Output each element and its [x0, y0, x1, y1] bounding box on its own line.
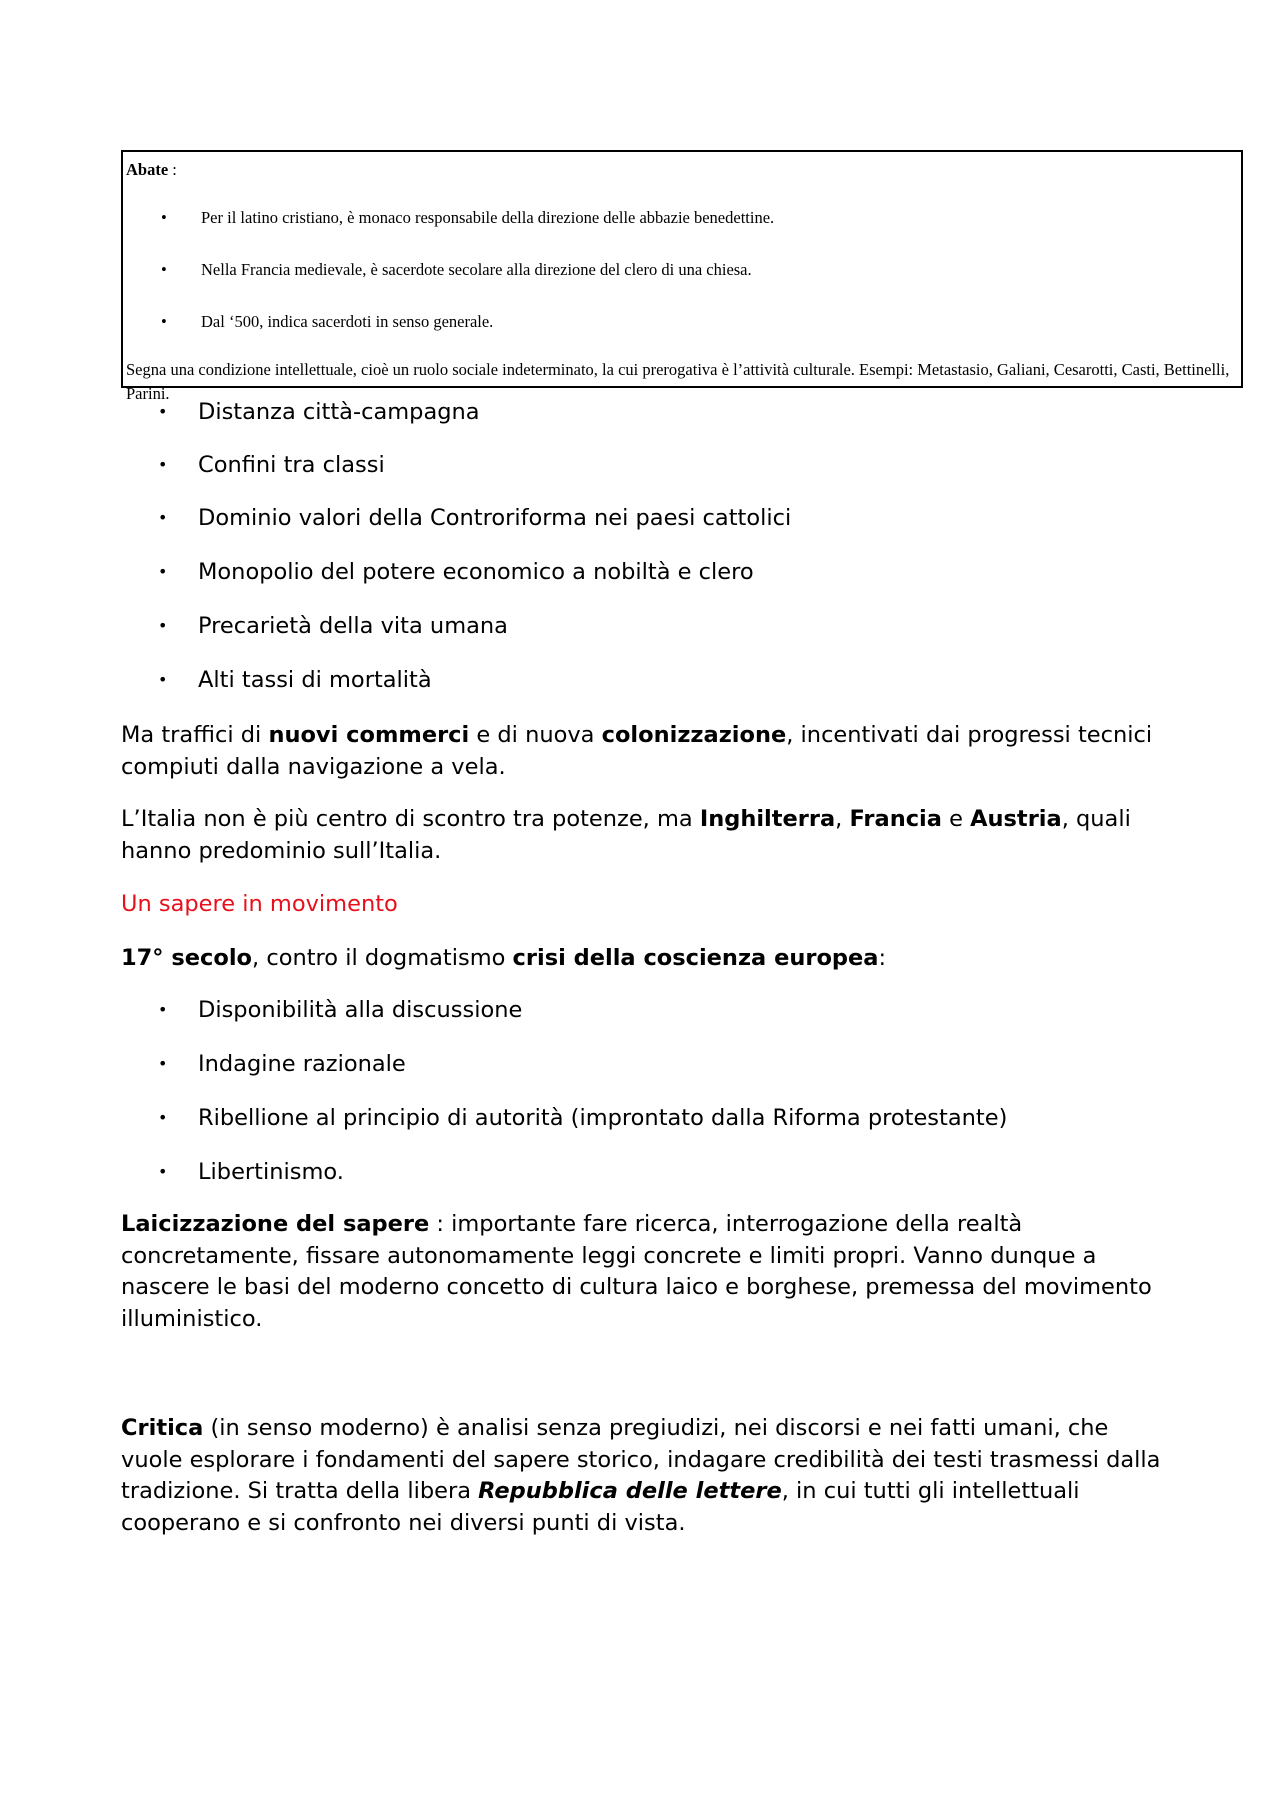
text-run: : importante fare ricerca, interrogazione della realtà concretamente, fissare autonomamente leggi concrete e limiti propri. Vanno dunque a nascere le basi del moderno concetto di cultura laico e borghese, premessa del movimento illuministico. [121, 1211, 1152, 1332]
bold-text: nuovi commerci [268, 722, 470, 748]
text-run: , [835, 806, 850, 832]
bullet-icon: • [158, 1000, 168, 1019]
bullet-icon: • [158, 1054, 168, 1073]
text-run: , incentivati dai progressi tecnici compiuti dalla navigazione a vela. [121, 722, 1153, 780]
text-run: Ma traffici di [121, 722, 269, 748]
bullet-icon: • [158, 670, 168, 689]
bullet-icon: • [161, 208, 167, 227]
abate-bullet-text: Per il latino cristiano, è monaco responsabile della direzione delle abbazie benedettine. [201, 208, 775, 227]
bold-text: colonizzazione [601, 722, 787, 748]
bullet-icon: • [158, 1162, 168, 1181]
list-item-text: Alti tassi di mortalità [198, 667, 432, 693]
abate-title-suffix: : [168, 160, 177, 179]
bullet-icon: • [161, 260, 167, 279]
bold-text: 17° secolo [121, 945, 253, 971]
bullet-icon: • [161, 312, 167, 331]
bullet-icon: • [158, 455, 168, 474]
text-run: , quali hanno predominio sull’Italia. [121, 806, 1131, 864]
list-item-text: Monopolio del potere economico a nobiltà e clero [198, 559, 754, 585]
abate-title [126, 160, 177, 180]
bold-text: crisi della coscienza europea [512, 945, 879, 971]
bold-italic-text: Repubblica delle lettere [478, 1478, 782, 1504]
bold-text: Inghilterra [699, 806, 836, 832]
bullet-icon: • [158, 1108, 168, 1127]
bullet-icon: • [158, 562, 168, 581]
list-item-text: Indagine razionale [198, 1051, 406, 1077]
bold-text: Francia [849, 806, 942, 832]
paragraph-traffici [121, 720, 1161, 783]
bold-text: Critica [121, 1415, 204, 1441]
text-run: e [941, 806, 971, 832]
text-run: : [878, 945, 887, 971]
list-item-text: Disponibilità alla discussione [198, 997, 523, 1023]
paragraph-critica [121, 1413, 1161, 1539]
section-heading: Un sapere in movimento [121, 891, 398, 917]
paragraph-secolo [121, 943, 1161, 975]
bullet-icon: • [158, 616, 168, 635]
abate-definition-box [121, 150, 1243, 403]
text-run: (in senso moderno) è analisi senza pregiudizi, nei discorsi e nei fatti umani, che vuole esplorare i fondamenti del sapere storico, indagare credibilità dei testi trasmessi dalla tradizione. Si tratta della libera [121, 1415, 1161, 1504]
abate-bullet-text: Nella Francia medievale, è sacerdote secolare alla direzione del clero di una chiesa. [201, 260, 752, 279]
text-run: L’Italia non è più centro di scontro tra potenze, ma [121, 806, 700, 832]
abate-title-bold: Abate [126, 160, 169, 179]
list-item-text: Precarietà della vita umana [198, 613, 508, 639]
text-run: , in cui tutti gli intellettuali cooperano e si confronto nei diversi punti di vista. [121, 1478, 1080, 1536]
abate-footer-text: Segna una condizione intellettuale, cioè un ruolo sociale indeterminato, la cui prerogativa è l’attività culturale. Esempi: Metastasio, Galiani, Cesarotti, Casti, Bettinelli, Parini. [126, 360, 1230, 403]
bullet-icon: • [158, 508, 168, 527]
abate-bullet-text: Dal ‘500, indica sacerdoti in senso generale. [201, 312, 494, 331]
list-item-text: Ribellione al principio di autorità (improntato dalla Riforma protestante) [198, 1105, 1008, 1131]
bullet-icon: • [158, 402, 168, 421]
paragraph-laicizzazione [121, 1209, 1161, 1335]
list-item-text: Distanza città-campagna [198, 399, 480, 425]
text-run: e di nuova [469, 722, 602, 748]
bold-text: Laicizzazione del sapere [121, 1211, 430, 1237]
list-item-text: Dominio valori della Controriforma nei paesi cattolici [198, 505, 792, 531]
text-run: , contro il dogmatismo [252, 945, 513, 971]
paragraph-italia [121, 804, 1161, 867]
bold-text: Austria [970, 806, 1062, 832]
list-item-text: Libertinismo. [198, 1159, 344, 1185]
list-item-text: Confini tra classi [198, 452, 385, 478]
